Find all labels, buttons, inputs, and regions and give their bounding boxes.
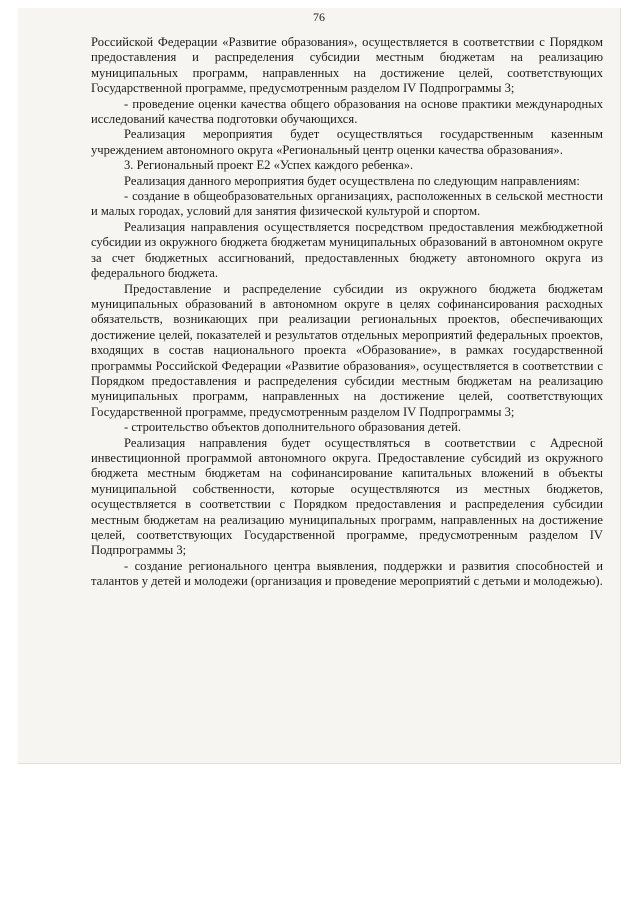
paragraph-11: - создание регионального центра выявления, поддержки и развития способностей и талантов у детей и молодежи (организация и проведение мероприятий с детьми и молодежью). (91, 558, 603, 589)
paragraph-5: Реализация данного мероприятия будет осуществлена по следующим направлениям: (124, 173, 580, 188)
page-body (91, 35, 603, 590)
paragraph-9: - строительство объектов дополнительного образования детей. (124, 420, 461, 435)
page-number: 76 (313, 10, 325, 24)
paragraph-2: - проведение оценки качества общего образования на основе практики международных исследований качества подготовки обучающихся. (91, 96, 603, 127)
paragraph-10: Реализация направления будет осуществляться в соответствии с Адресной инвестиционной программой автономного округа. Предоставление субсидий из окружного бюджета местным бюджетам на софинансирование капитальных вложений в объекты муниципальной собственности, которые осуществляются из местных бюджетов, осуществляется в соответствии с Порядком предоставления и распределения субсидии местным бюджетам на реализацию муниципальных программ, направленных на достижение целей, соответствующих Государственной программе, предусмотренным разделом IV Подпрограммы 3; (91, 435, 603, 558)
paragraph-1: Российской Федерации «Развитие образования», осуществляется в соответствии с Порядком предоставления и распределения субсидии местным бюджетам на реализацию муниципальных программ, направленных на достижение целей, соответствующих Государственной программе, предусмотренным разделом IV Подпрограммы 3; (91, 35, 603, 96)
paragraph-7: Реализация направления осуществляется посредством предоставления межбюджетной субсидии из окружного бюджета бюджетам муниципальных образований в автономном округе за счет бюджетных ассигнований, предоставленных бюджету автономного округа из федерального бюджета. (91, 219, 603, 281)
document-page (18, 8, 621, 764)
paragraph-6: - создание в общеобразовательных организациях, расположенных в сельской местности и малых городах, условий для занятия физической культурой и спортом. (91, 189, 603, 219)
paragraph-4: 3. Региональный проект Е2 «Успех каждого ребенка». (124, 158, 414, 173)
paragraph-3: Реализация мероприятия будет осуществляться государственным казенным учреждением автономного округа «Региональный центр оценки качества образования». (91, 127, 603, 157)
paragraph-8: Предоставление и распределение субсидии из окружного бюджета бюджетам муниципальных образований в автономном округе в целях софинансирования расходных обязательств, возникающих при реализации региональных проектов, обеспечивающих достижение целей, показателей и результатов отдельных мероприятий федеральных проектов, входящих в состав национального проекта «Образование», в рамках государственной программы Российской Федерации «Развитие образования», осуществляется в соответствии с Порядком предоставления и распределения субсидии местным бюджетам на реализацию муниципальных программ, направленных на достижение целей, соответствующих Государственной программе, предусмотренным разделом IV Подпрограммы 3; (91, 281, 603, 419)
